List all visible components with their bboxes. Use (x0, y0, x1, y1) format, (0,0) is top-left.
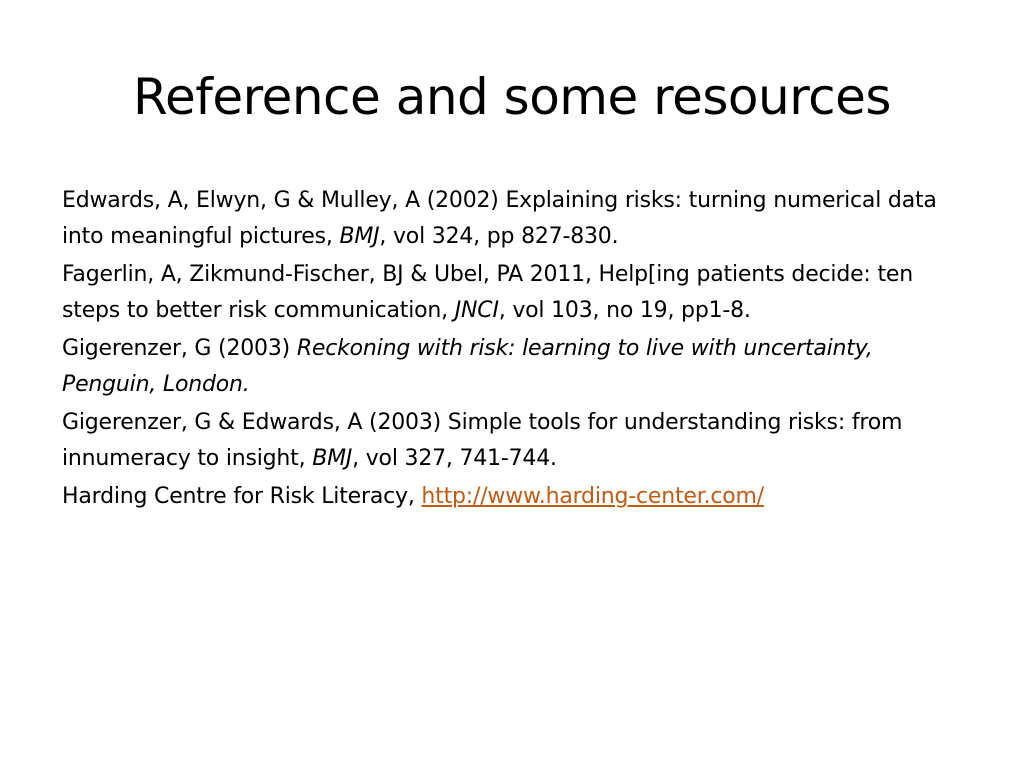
reference-text: Gigerenzer, G & Edwards, A (2003) Simple tools for understanding risks: from innumeracy to insight, (62, 410, 903, 471)
journal-name: BMJ (339, 224, 380, 249)
harding-center-link[interactable]: http://www.harding-center.com/ (421, 484, 764, 509)
reference-details: , vol 103, no 19, pp1-8. (498, 298, 751, 323)
journal-name: BMJ (312, 446, 353, 471)
reference-text: Edwards, A, Elwyn, G & Mulley, A (2002) Explaining risks: turning numerical data into meaningful pictures, (62, 188, 937, 249)
reference-details: , vol 324, pp 827-830. (379, 224, 619, 249)
reference-item-fagerlin-2011 (62, 257, 967, 329)
journal-name: JNCI (454, 298, 499, 323)
reference-item-gigerenzer-edwards-2003 (62, 405, 967, 477)
reference-details: , vol 327, 741-744. (352, 446, 557, 471)
reference-item-harding-centre (62, 479, 967, 515)
reference-text: Gigerenzer, G (2003) (62, 336, 297, 361)
book-title: Reckoning with risk: learning to live with uncertainty, Penguin, London. (62, 336, 873, 397)
slide-title: Reference and some resources (133, 68, 891, 126)
reference-list (62, 183, 967, 517)
reference-text: Fagerlin, A, Zikmund-Fischer, BJ & Ubel, PA 2011, Help[ing patients decide: ten steps to better risk communication, (62, 262, 913, 323)
reference-text: Harding Centre for Risk Literacy, (62, 484, 422, 509)
reference-item-gigerenzer-2003-book (62, 331, 967, 403)
reference-item-edwards-2002 (62, 183, 967, 255)
